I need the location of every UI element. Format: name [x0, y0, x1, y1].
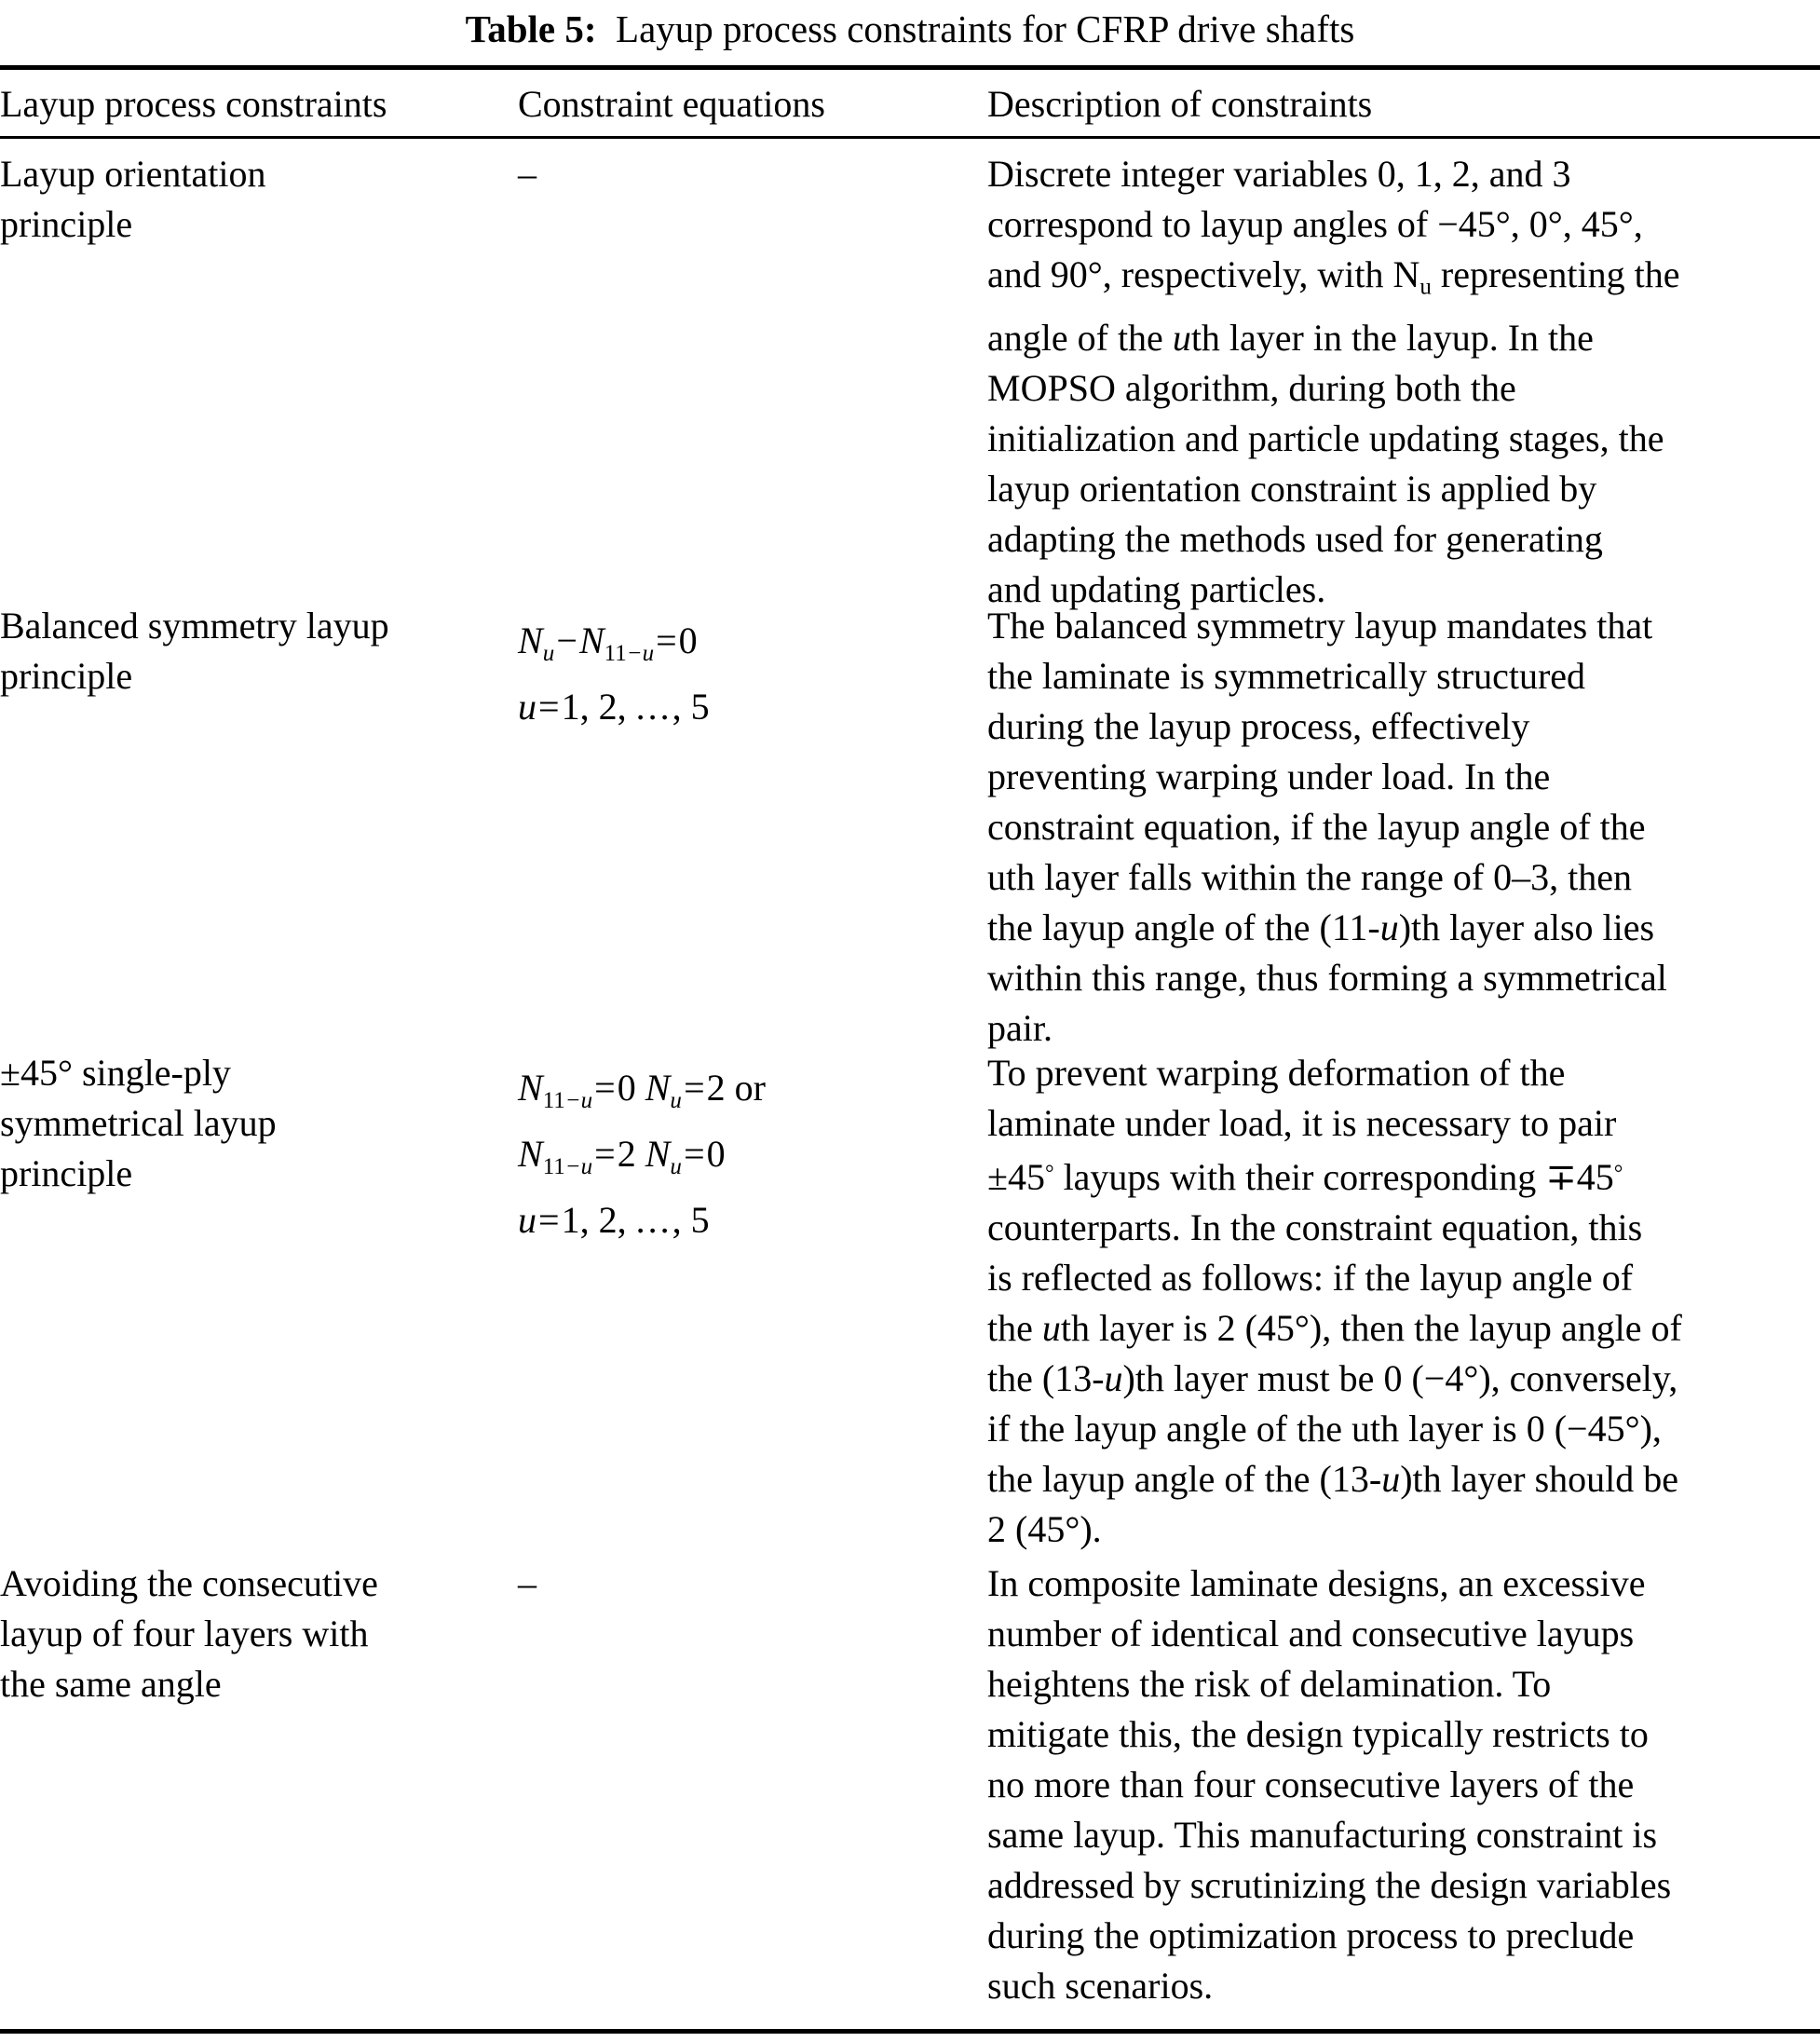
row-3-constraint-name: ±45° single-ply symmetrical layup principle: [0, 1052, 277, 1194]
row-3-equation-line-3: u=1, 2, ..., 5: [518, 1199, 710, 1241]
row-3-equation: [518, 1048, 978, 1246]
row-4-constraint-name: Avoiding the consecutive layup of four layers with the same angle: [0, 1562, 378, 1705]
row-4-equation: –: [518, 1562, 536, 1604]
row-2-description: The balanced symmetry layup mandates that the laminate is symmetrically structured during the layup process, effectively preventing warping under load. In the constraint equation, if the layup angle of the uth layer falls within the range of 0–3, then the layup angle of the (11-u)th layer also lies within this range, thus forming a symmetrical pair.: [987, 605, 1667, 1049]
table-caption-text: Layup process constraints for CFRP drive shafts: [616, 7, 1355, 50]
row-2-equation: [518, 601, 978, 733]
row-2-equation-line-2: u=1, 2, ..., 5: [518, 686, 710, 728]
row-3-equation-line-1: $N_{11-u}=0$ $N_u=2$ or: [518, 1067, 766, 1113]
table-top-rule: [0, 65, 1820, 70]
column-header-layup-process-constraints: Layup process constraints: [0, 83, 387, 125]
row-1-description: Discrete integer variables 0, 1, 2, and 3 correspond to layup angles of −45°, 0°, 45°, and 90°, respectively, with Nu representing the angle of the uth layer in the layup. In the MOPSO algorithm, during both the initialization and particle updating stages, the layup orientation constraint is applied by adapting the methods used for generating and updating particles.: [987, 153, 1680, 610]
row-3-equation-line-2: $N_{11-u}=2$ $N_u=0$: [518, 1133, 726, 1179]
column-header-constraint-equations: Constraint equations: [518, 83, 825, 125]
row-1-equation: –: [518, 153, 536, 195]
table-caption: [0, 0, 1820, 58]
column-header-description-of-constraints: Description of constraints: [987, 83, 1373, 125]
table-header-rule: [0, 136, 1820, 139]
row-2-constraint-name: Balanced symmetry layup principle: [0, 605, 389, 697]
table-header-row: [0, 80, 1820, 134]
row-3-description: To prevent warping deformation of the laminate under load, it is necessary to pair ±45° layups with their corresponding ∓45° counterparts. In the constraint equation, this is reflected as follows: if the layup angle of the uth layer is 2 (45°), then the layup angle of the (13-u)th layer must be 0 (−4°), conversely, if the layup angle of the uth layer is 0 (−45°), the layup angle of the (13-u)th layer should be 2 (45°).: [987, 1052, 1682, 1551]
row-2-equation-line-1: $N_u-N_{11-u}=0$: [518, 619, 698, 666]
row-1-constraint-name: Layup orientation principle: [0, 153, 266, 245]
table-caption-label: Table 5:: [465, 7, 597, 50]
row-4-description: In composite laminate designs, an excessive number of identical and consecutive layups heightens the risk of delamination. To mitigate this, the design typically restricts to no more than four consecutive layers of the same layup. This manufacturing constraint is addressed by scrutinizing the design variables during the optimization process to preclude such scenarios.: [987, 1562, 1672, 2007]
table-bottom-rule: [0, 2029, 1820, 2034]
